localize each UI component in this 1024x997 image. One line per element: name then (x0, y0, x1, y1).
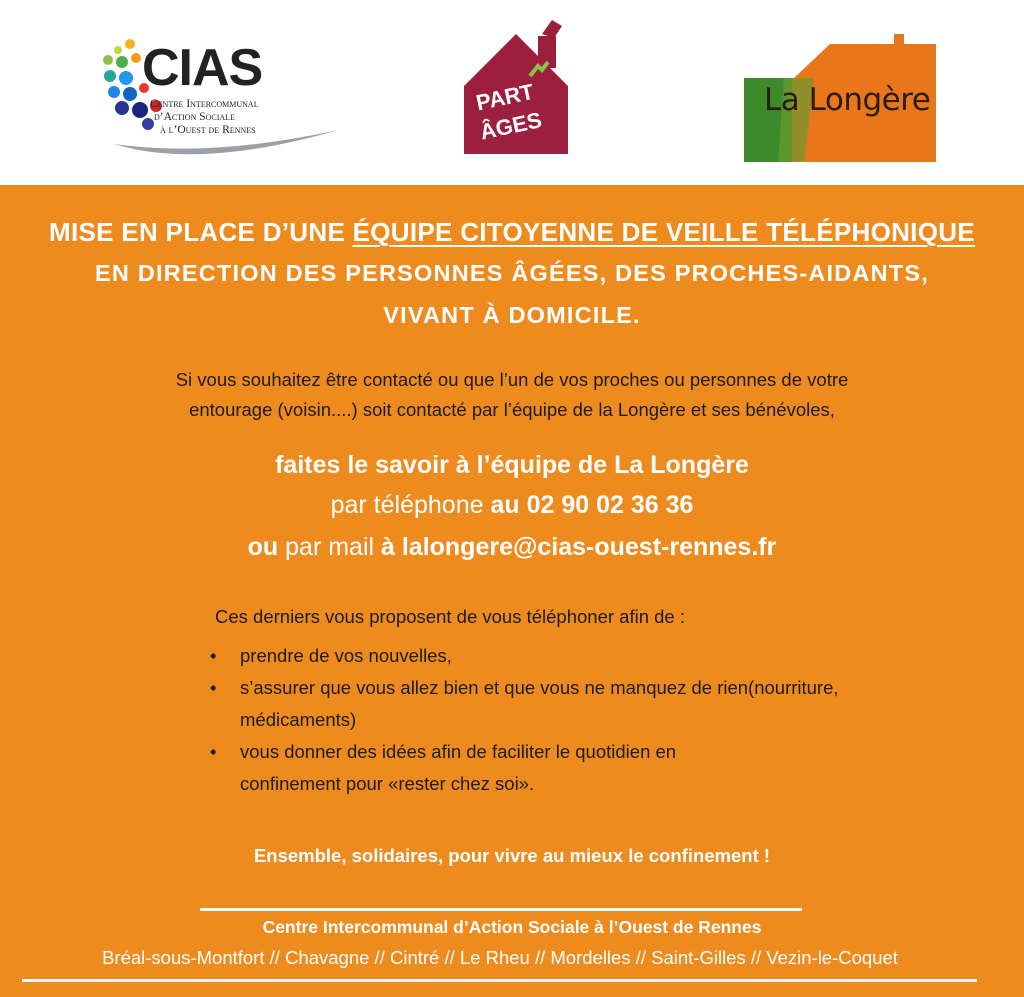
list-item (208, 672, 1008, 736)
cta-mail-ou: ou (247, 533, 279, 561)
headline-underlined: ÉQUIPE CITOYENNE DE VEILLE TÉLÉPHONIQUE (352, 217, 975, 247)
headline-line-1 (0, 217, 1024, 248)
announcement-panel (0, 185, 1024, 997)
services-list (208, 640, 1008, 800)
services-intro: Ces derniers vous proposent de vous téléphoner afin de : (215, 606, 685, 627)
cias-wordmark: CIAS (142, 39, 263, 97)
cias-subtitle-line: d’Action Sociale (154, 111, 235, 123)
list-item-text: s’assurer que vous allez bien et que vous ne manquez de rien(nourriture, (240, 677, 839, 698)
logo-header (0, 0, 1024, 185)
cta-mail-prefix: par mail (278, 533, 381, 561)
cias-swoosh-icon (110, 128, 340, 168)
cias-subtitle-line: à l’Ouest de Rennes (160, 124, 256, 136)
headline-prefix: MISE EN PLACE D’UNE (49, 217, 353, 247)
la-longere-wordmark: La Longère (764, 82, 931, 118)
intro-line: entourage (voisin....) soit contacté par l’équipe de la Longère et ses bénévoles, (189, 399, 835, 420)
bullet-icon: • (210, 645, 217, 666)
bullet-icon: • (210, 741, 217, 762)
bullet-icon: • (210, 677, 217, 698)
partages-line2: ÂGES (477, 107, 544, 145)
closing-message: Ensemble, solidaires, pour vivre au mieux le confinement ! (253, 845, 771, 866)
footer-organization: Centre Intercommunal d’Action Sociale à l’Ouest de Rennes (262, 917, 762, 937)
cta-phone-prefix: par téléphone (330, 491, 491, 519)
cta-phone-line (0, 491, 1024, 520)
partages-line1: PART (473, 78, 536, 116)
footer-divider-top (200, 908, 802, 911)
headline-line-2: EN DIRECTION DES PERSONNES ÂGÉES, DES PROCHES-AIDANTS, (95, 260, 929, 286)
headline-line-3: VIVANT À DOMICILE. (383, 302, 641, 328)
email-address[interactable]: à lalongere@cias-ouest-rennes.fr (381, 533, 777, 561)
list-item-text: médicaments) (240, 709, 357, 730)
cta-heading: faites le savoir à l’équipe de La Longère (275, 451, 749, 479)
intro-paragraph (0, 365, 1024, 425)
la-longere-logo (744, 30, 940, 162)
list-item (208, 640, 1008, 672)
cias-subtitle-line: Centre Intercommunal (150, 98, 259, 110)
footer-divider-bottom (22, 979, 977, 982)
phone-number[interactable]: au 02 90 02 36 36 (490, 491, 694, 519)
list-item-text: prendre de vos nouvelles, (240, 645, 452, 666)
intro-line: Si vous souhaitez être contacté ou que l’un de vos proches ou personnes de votre (175, 369, 849, 390)
list-item-text: confinement pour «rester chez soi». (240, 773, 535, 794)
footer-towns: Bréal-sous-Montfort // Chavagne // Cintré // Le Rheu // Mordelles // Saint-Gilles // Vezin-le-Coquet (102, 947, 898, 968)
cta-mail-line (0, 533, 1024, 562)
list-item (208, 736, 1008, 800)
cias-logo (100, 36, 340, 166)
partages-logo (458, 16, 576, 158)
list-item-text: vous donner des idées afin de faciliter le quotidien en (240, 741, 677, 762)
